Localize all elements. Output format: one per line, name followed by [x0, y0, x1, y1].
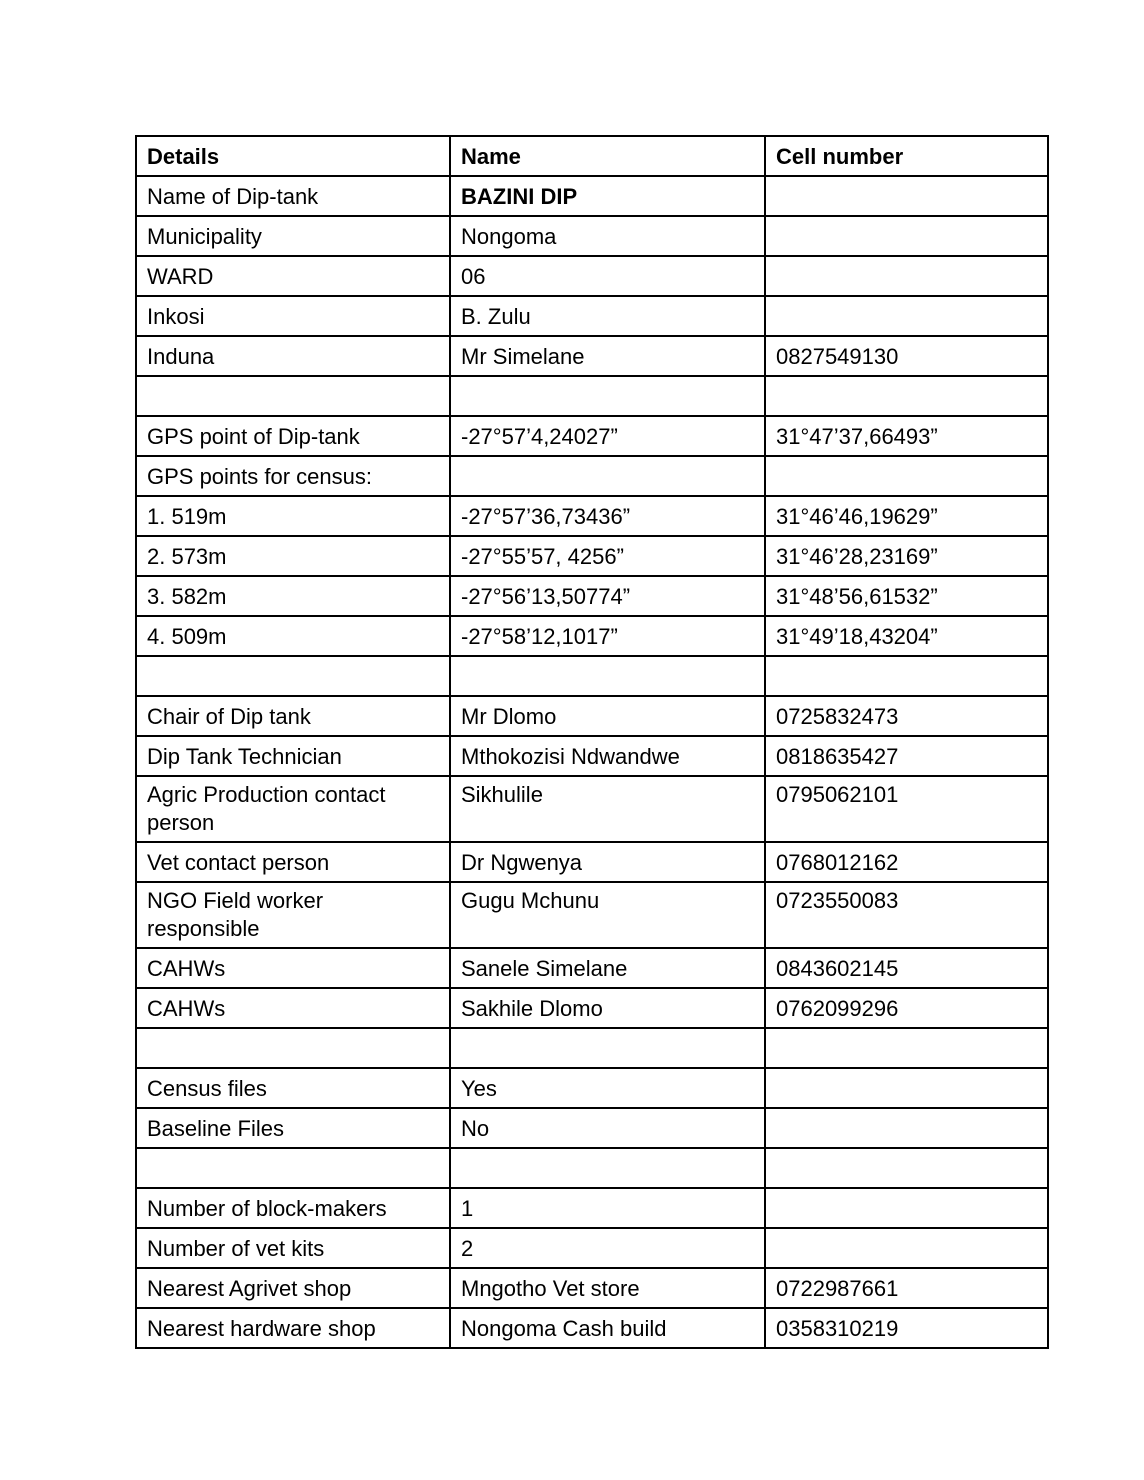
row-name	[450, 656, 765, 696]
header-cell-number: Cell number	[765, 136, 1048, 176]
row-cell-number	[765, 656, 1048, 696]
table-row	[136, 496, 1048, 536]
row-name: Nongoma Cash build	[450, 1308, 765, 1348]
row-cell-number	[765, 1228, 1048, 1268]
row-cell-number	[765, 376, 1048, 416]
row-name: Mr Dlomo	[450, 696, 765, 736]
table-row	[136, 536, 1048, 576]
table-row	[136, 1068, 1048, 1108]
table-row	[136, 988, 1048, 1028]
table-row-spacer	[136, 376, 1048, 416]
row-cell-number: 0725832473	[765, 696, 1048, 736]
row-details: Number of vet kits	[136, 1228, 450, 1268]
row-details: 2. 573m	[136, 536, 450, 576]
table-row	[136, 882, 1048, 948]
dip-tank-details-table	[135, 135, 1049, 1349]
table-row	[136, 842, 1048, 882]
row-cell-number	[765, 296, 1048, 336]
row-cell-number	[765, 1148, 1048, 1188]
row-details: Nearest Agrivet shop	[136, 1268, 450, 1308]
row-cell-number: 0795062101	[765, 776, 1048, 842]
row-name: Mthokozisi Ndwandwe	[450, 736, 765, 776]
row-cell-number: 0818635427	[765, 736, 1048, 776]
row-details: Inkosi	[136, 296, 450, 336]
row-name: -27°57’4,24027”	[450, 416, 765, 456]
row-cell-number: 31°47’37,66493”	[765, 416, 1048, 456]
table-row	[136, 256, 1048, 296]
row-name: Sanele Simelane	[450, 948, 765, 988]
row-name	[450, 456, 765, 496]
row-name: No	[450, 1108, 765, 1148]
row-details: Number of block-makers	[136, 1188, 450, 1228]
table-row	[136, 176, 1048, 216]
row-name: -27°55’57, 4256”	[450, 536, 765, 576]
row-cell-number: 0723550083	[765, 882, 1048, 948]
row-name: Mngotho Vet store	[450, 1268, 765, 1308]
table-row	[136, 776, 1048, 842]
row-details: Nearest hardware shop	[136, 1308, 450, 1348]
row-details: GPS points for census:	[136, 456, 450, 496]
row-cell-number	[765, 456, 1048, 496]
row-details: Dip Tank Technician	[136, 736, 450, 776]
row-cell-number: 31°46’28,23169”	[765, 536, 1048, 576]
table-row-spacer	[136, 656, 1048, 696]
row-name	[450, 1148, 765, 1188]
row-name: B. Zulu	[450, 296, 765, 336]
header-details: Details	[136, 136, 450, 176]
table-row	[136, 616, 1048, 656]
row-cell-number	[765, 1028, 1048, 1068]
row-cell-number: 31°49’18,43204”	[765, 616, 1048, 656]
table-row	[136, 696, 1048, 736]
row-name: BAZINI DIP	[450, 176, 765, 216]
row-name: 06	[450, 256, 765, 296]
row-cell-number	[765, 176, 1048, 216]
table-row	[136, 1268, 1048, 1308]
row-details: Baseline Files	[136, 1108, 450, 1148]
row-cell-number: 0843602145	[765, 948, 1048, 988]
row-details: Chair of Dip tank	[136, 696, 450, 736]
row-cell-number	[765, 1068, 1048, 1108]
row-details: Induna	[136, 336, 450, 376]
row-details	[136, 1028, 450, 1068]
row-cell-number: 0722987661	[765, 1268, 1048, 1308]
row-cell-number: 0762099296	[765, 988, 1048, 1028]
table-header-row	[136, 136, 1048, 176]
table-row	[136, 1308, 1048, 1348]
row-name: -27°57’36,73436”	[450, 496, 765, 536]
row-name: Gugu Mchunu	[450, 882, 765, 948]
row-details	[136, 1148, 450, 1188]
row-details: NGO Field worker responsible	[136, 882, 450, 948]
table-row	[136, 1108, 1048, 1148]
table-row	[136, 736, 1048, 776]
table-row	[136, 336, 1048, 376]
row-cell-number: 0358310219	[765, 1308, 1048, 1348]
row-cell-number: 0768012162	[765, 842, 1048, 882]
row-details: Name of Dip-tank	[136, 176, 450, 216]
row-details	[136, 376, 450, 416]
row-cell-number	[765, 256, 1048, 296]
row-details: 4. 509m	[136, 616, 450, 656]
row-name: 1	[450, 1188, 765, 1228]
row-details: Vet contact person	[136, 842, 450, 882]
row-cell-number	[765, 216, 1048, 256]
row-details: 3. 582m	[136, 576, 450, 616]
row-details: CAHWs	[136, 948, 450, 988]
row-details: Municipality	[136, 216, 450, 256]
table-row	[136, 216, 1048, 256]
table-row	[136, 1228, 1048, 1268]
row-details: Agric Production contact person	[136, 776, 450, 842]
row-details	[136, 656, 450, 696]
row-name: Mr Simelane	[450, 336, 765, 376]
row-name: 2	[450, 1228, 765, 1268]
table-row	[136, 576, 1048, 616]
row-details: 1. 519m	[136, 496, 450, 536]
table-row	[136, 456, 1048, 496]
row-cell-number	[765, 1188, 1048, 1228]
table-row-spacer	[136, 1028, 1048, 1068]
table-row	[136, 1188, 1048, 1228]
row-name: -27°56’13,50774”	[450, 576, 765, 616]
row-cell-number: 31°48’56,61532”	[765, 576, 1048, 616]
row-cell-number: 31°46’46,19629”	[765, 496, 1048, 536]
row-details: CAHWs	[136, 988, 450, 1028]
row-details: Census files	[136, 1068, 450, 1108]
row-name	[450, 1028, 765, 1068]
row-name: Nongoma	[450, 216, 765, 256]
table-row	[136, 296, 1048, 336]
row-name	[450, 376, 765, 416]
row-name: Dr Ngwenya	[450, 842, 765, 882]
row-cell-number	[765, 1108, 1048, 1148]
row-details: GPS point of Dip-tank	[136, 416, 450, 456]
row-name: Yes	[450, 1068, 765, 1108]
row-name: Sikhulile	[450, 776, 765, 842]
table-row	[136, 948, 1048, 988]
table-row-spacer	[136, 1148, 1048, 1188]
row-details: WARD	[136, 256, 450, 296]
row-name: Sakhile Dlomo	[450, 988, 765, 1028]
row-name: -27°58’12,1017”	[450, 616, 765, 656]
row-cell-number: 0827549130	[765, 336, 1048, 376]
header-name: Name	[450, 136, 765, 176]
table-row	[136, 416, 1048, 456]
